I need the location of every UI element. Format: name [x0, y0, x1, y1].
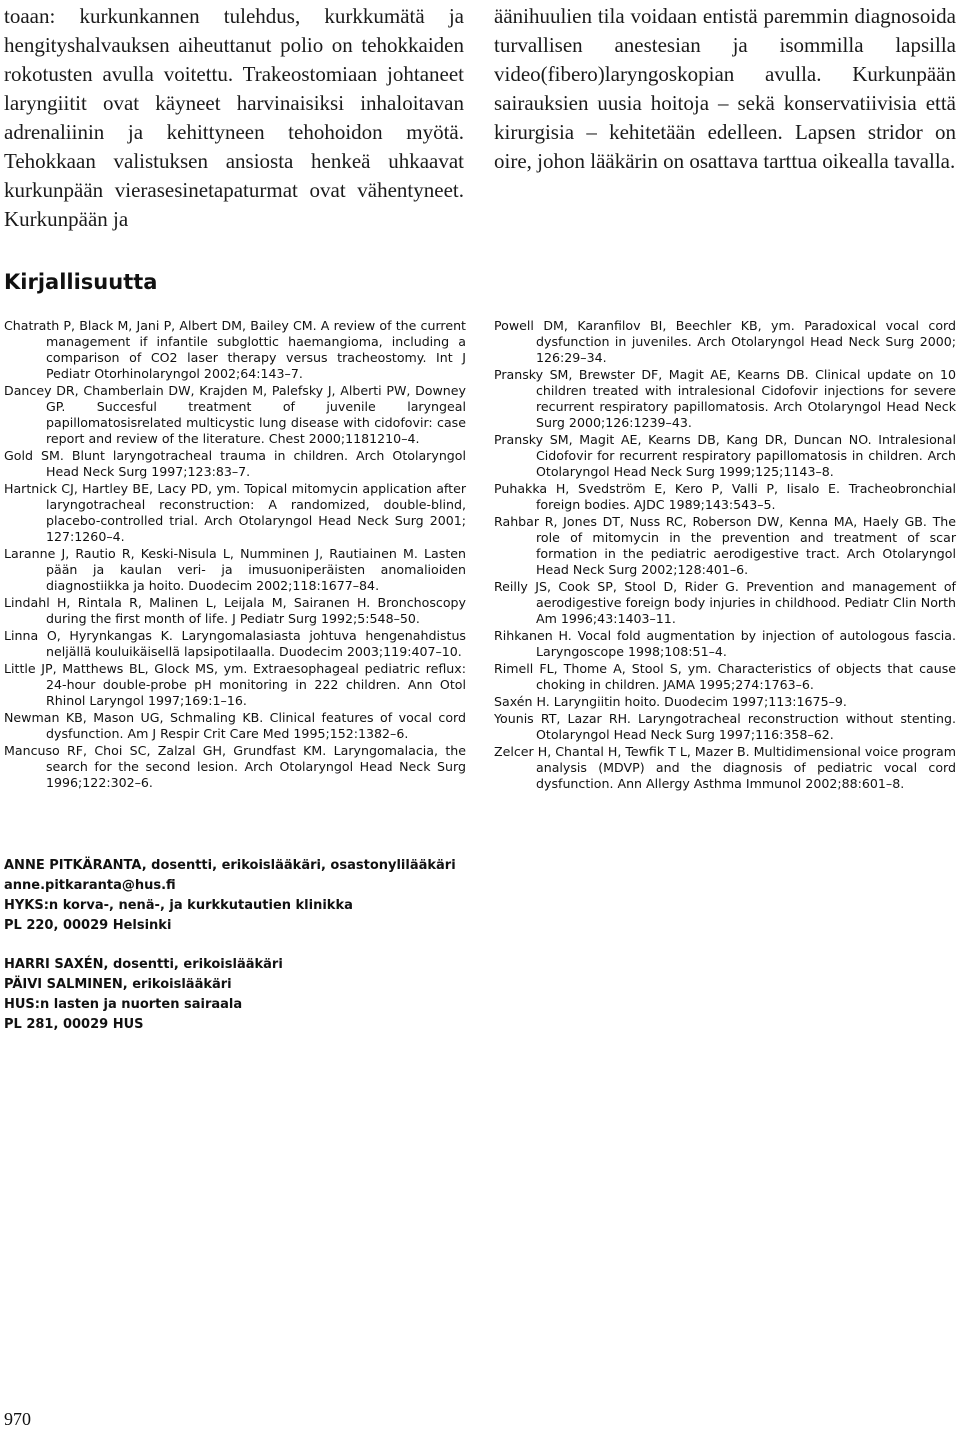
body-text-right-column — [494, 2, 956, 176]
page-number: 970 — [4, 1409, 31, 1429]
reference-item: Rihkanen H. Vocal fold augmentation by injection of autologous fascia. Laryngoscope 1998;108:51–4. — [494, 628, 956, 659]
reference-item: Pransky SM, Brewster DF, Magit AE, Kearns DB. Clinical update on 10 children treated with intralesional Cidofovir injections for severe recurrent respiratory papillomatosis. Arch Otolaryngol Head Neck Surg 2000;126:1239–43. — [494, 367, 956, 430]
reference-item: Younis RT, Lazar RH. Laryngotracheal reconstruction without stenting. Otolaryngol Head Neck Surg 1997;116:358–62. — [494, 711, 956, 742]
references-list-left — [4, 318, 466, 792]
references-heading: Kirjallisuutta — [4, 270, 158, 294]
reference-item: Powell DM, Karanfilov BI, Beechler KB, ym. Paradoxical vocal cord dysfunction in juveniles. Arch Otolaryngol Head Neck Surg 2000; 126:29–34. — [494, 318, 956, 365]
reference-item: Lindahl H, Rintala R, Malinen L, Leijala M, Sairanen H. Bronchoscopy during the first month of life. J Pediatr Surg 1992;5:548–50. — [4, 595, 466, 626]
reference-item: Rimell FL, Thome A, Stool S, ym. Characteristics of objects that cause choking in children. JAMA 1995;274:1763–6. — [494, 661, 956, 692]
author-address: PL 220, 00029 Helsinki — [4, 918, 172, 933]
reference-item: Rahbar R, Jones DT, Nuss RC, Roberson DW, Kenna MA, Haely GB. The role of mitomycin in the prevention and treatment of scar formation in the pediatric aerodigestive tract. Arch Otolaryngol Head Neck Surg 2002;128:401–6. — [494, 514, 956, 577]
reference-item: Little JP, Matthews BL, Glock MS, ym. Extraesophageal pediatric reflux: 24-hour double-probe pH monitoring in 222 children. Ann Otol Rhinol Laryngol 1997;169:1–16. — [4, 661, 466, 708]
reference-item: Laranne J, Rautio R, Keski-Nisula L, Numminen J, Rautiainen M. Lasten pään ja kaulan veri- ja imusuoniperäisten anomalioiden diagnostiikka ja hoito. Duodecim 2002;118:1677–84. — [4, 546, 466, 593]
author-block-secondary — [4, 955, 283, 1035]
author-email[interactable]: anne.pitkaranta@hus.fi — [4, 878, 176, 893]
reference-item: Mancuso RF, Choi SC, Zalzal GH, Grundfast KM. Laryngomalacia, the search for the second lesion. Arch Otolaryngol Head Neck Surg 1996;122:302–6. — [4, 743, 466, 790]
author-name-line: ANNE PITKÄRANTA, dosentti, erikoislääkäri, osastonylilääkäri — [4, 858, 456, 873]
reference-item: Zelcer H, Chantal H, Tewfik T L, Mazer B. Multidimensional voice program analysis (MDVP) and the diagnosis of pediatric vocal cord dysfunction. Ann Allergy Asthma Immunol 2002;88:601–8. — [494, 744, 956, 791]
reference-item: Hartnick CJ, Hartley BE, Lacy PD, ym. Topical mitomycin application after laryngotracheal reconstruction: A randomized, double-blind, placebo-controlled trial. Arch Otolaryngol Head Neck Surg 2001; 127:1260–4. — [4, 481, 466, 544]
body-text-left-column — [4, 2, 464, 234]
reference-item: Reilly JS, Cook SP, Stool D, Rider G. Prevention and management of aerodigestive foreign body injuries in childhood. Pediatr Clin North Am 1996;43:1403–11. — [494, 579, 956, 626]
reference-item: Saxén H. Laryngiitin hoito. Duodecim 1997;113:1675–9. — [494, 694, 847, 709]
author-block-primary — [4, 856, 456, 936]
body-paragraph-left: toaan: kurkunkannen tulehdus, kurkkumätä ja hengityshalvauksen aiheuttanut polio on tehokkaiden rokotusten avulla voitettu. Trakeostomiaan johtaneet laryngiitit ovat käyneet harvinaisiksi inhaloitavan adrenaliinin ja kehittyneen tehohoidon myötä. Tehokkaan valistuksen ansiosta henkeä uhkaavat kurkunpään vierasesinetapaturmat ovat vähentyneet. Kurkunpään ja — [4, 4, 464, 231]
reference-item: Linna O, Hyrynkangas K. Laryngomalasiasta johtuva hengenahdistus neljällä kouluikäisellä lapsipotilaalla. Duodecim 2003;119:407–10. — [4, 628, 466, 659]
author-affiliation: HUS:n lasten ja nuorten sairaala — [4, 997, 243, 1012]
author-name-line: PÄIVI SALMINEN, erikoislääkäri — [4, 977, 232, 992]
references-list-right — [494, 318, 956, 793]
reference-item: Newman KB, Mason UG, Schmaling KB. Clinical features of vocal cord dysfunction. Am J Respir Crit Care Med 1995;152:1382–6. — [4, 710, 466, 741]
author-affiliation: HYKS:n korva-, nenä-, ja kurkkutautien klinikka — [4, 898, 353, 913]
reference-item: Gold SM. Blunt laryngotracheal trauma in children. Arch Otolaryngol Head Neck Surg 1997;123:83–7. — [4, 448, 466, 479]
author-address: PL 281, 00029 HUS — [4, 1017, 144, 1032]
author-name-line: HARRI SAXÉN, dosentti, erikoislääkäri — [4, 957, 283, 972]
reference-item: Puhakka H, Svedström E, Kero P, Valli P, Iisalo E. Tracheobronchial foreign bodies. AJDC 1989;143:543–5. — [494, 481, 956, 512]
reference-item: Pransky SM, Magit AE, Kearns DB, Kang DR, Duncan NO. Intralesional Cidofovir for recurrent respiratory papillomatosis in children. Arch Otolaryngol Head Neck Surg 1999;125;1143–8. — [494, 432, 956, 479]
reference-item: Chatrath P, Black M, Jani P, Albert DM, Bailey CM. A review of the current management if infantile subglottic haemangioma, including a comparison of CO2 laser therapy versus tracheostomy. Int J Pediatr Otorhinolaryngol 2002;64:143–7. — [4, 318, 466, 381]
reference-item: Dancey DR, Chamberlain DW, Krajden M, Palefsky J, Alberti PW, Downey GP. Succesful treatment of juvenile laryngeal papillomatosisrelated multicystic lung disease with cidofovir: case report and review of the literature. Chest 2000;1181210–4. — [4, 383, 466, 446]
body-paragraph-right: äänihuulien tila voidaan entistä paremmin diagnosoida turvallisen anestesian ja isommilla lapsilla video(fibero)laryngoskopian avulla. Kurkunpään sairauksien uusia hoitoja – sekä konservatiivisia että kirurgisia – kehitetään edelleen. Lapsen stridor on oire, johon lääkärin on osattava tarttua oikealla tavalla. — [494, 4, 956, 173]
